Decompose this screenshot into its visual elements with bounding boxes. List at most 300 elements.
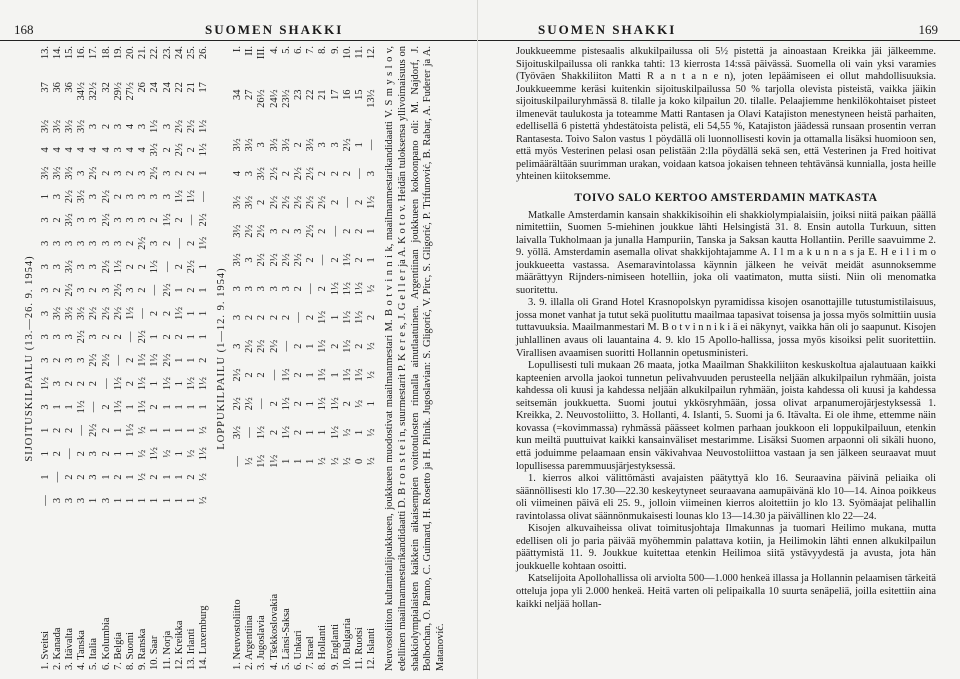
score-cell: 1½ bbox=[161, 213, 173, 227]
table-row bbox=[305, 46, 317, 671]
score-cell: 2 bbox=[341, 401, 353, 407]
score-cell: 2 bbox=[293, 142, 305, 148]
score-cell: 2 bbox=[173, 334, 185, 340]
score-cell: 1 bbox=[198, 170, 210, 176]
score-cell: 3 bbox=[76, 497, 88, 504]
score-cell: 4 bbox=[125, 147, 137, 153]
score-cell: 2 bbox=[293, 286, 305, 292]
right-page-number: 169 bbox=[918, 22, 938, 37]
score-cell: 2½ bbox=[186, 119, 198, 133]
score-cell: 2½ bbox=[137, 330, 149, 344]
score-cell: 1½ bbox=[149, 260, 161, 274]
score-cell: 1½ bbox=[329, 425, 341, 440]
score-cell: 3½ bbox=[232, 195, 244, 209]
score-cell: 1 bbox=[293, 458, 305, 464]
paragraph: 1. kierros alkoi välittömästi avajaisten päätyttyä klo 16. Seuraavina päivinä peliaika oli säännöllisesti klo 17.30—22.30 keskeytyneet seuraavana aamupäivänä klo 10—14. Ainoa poikkeus oli viimeinen päivä eli 25. 9., jolloin viimeinen kierros aloitettiin jo klo 13. Syömäajat pelihallin ravintolassa olivat säännönmukaisesti lounas klo 13—14.30 ja päivällinen klo 22—24. bbox=[516, 473, 936, 522]
final-rank: 22. bbox=[149, 46, 161, 60]
total-points: 27½ bbox=[125, 82, 137, 101]
score-cell: 1 bbox=[161, 427, 173, 433]
score-cell: 2½ bbox=[112, 283, 124, 297]
total-points: 24 bbox=[149, 82, 161, 93]
score-cell: — bbox=[341, 197, 353, 208]
score-cell: 3 bbox=[112, 170, 124, 176]
score-cell: 2 bbox=[51, 451, 63, 457]
score-cell: 3½ bbox=[268, 138, 280, 152]
total-points: 21 bbox=[186, 82, 198, 93]
total-points: 15 bbox=[354, 89, 366, 101]
score-cell: ½ bbox=[198, 496, 210, 505]
score-cell: 3 bbox=[51, 264, 63, 270]
final-rank: 13. bbox=[39, 46, 51, 60]
score-cell: 2 bbox=[137, 287, 149, 293]
score-cell: 2 bbox=[173, 217, 185, 223]
team-name: 5. Italia bbox=[88, 637, 100, 670]
total-points: 22 bbox=[173, 82, 185, 93]
score-cell: 1 bbox=[198, 310, 210, 317]
score-cell: 2 bbox=[329, 171, 341, 177]
score-cell: 3½ bbox=[51, 119, 63, 133]
score-cell: 1½ bbox=[354, 368, 366, 382]
score-cell: 2 bbox=[51, 357, 63, 363]
score-cell: — bbox=[293, 312, 305, 323]
score-cell: 2 bbox=[280, 171, 292, 177]
score-cell: 1½ bbox=[329, 282, 341, 296]
score-cell: 0 bbox=[354, 458, 366, 464]
score-cell: 2 bbox=[173, 264, 185, 270]
score-cell: 2 bbox=[125, 264, 137, 270]
score-cell: 3½ bbox=[232, 138, 244, 152]
table-row bbox=[317, 46, 329, 671]
score-cell: 4 bbox=[100, 147, 112, 153]
final-rank: 7. bbox=[305, 46, 317, 54]
table-row bbox=[101, 46, 113, 671]
score-cell: 2 bbox=[125, 240, 137, 246]
score-cell: 1½ bbox=[137, 377, 149, 391]
score-cell: 3 bbox=[317, 142, 329, 148]
score-cell: — bbox=[244, 427, 256, 438]
score-cell: 3 bbox=[76, 240, 88, 246]
score-cell: 3 bbox=[137, 193, 149, 200]
left-page bbox=[0, 0, 478, 679]
score-cell: 3 bbox=[125, 217, 137, 223]
score-cell: 2 bbox=[317, 228, 329, 234]
score-cell: 1 bbox=[354, 429, 366, 436]
score-cell: 1½ bbox=[125, 306, 137, 320]
score-cell: 1 bbox=[186, 357, 198, 363]
team-name: 8. Suomi bbox=[125, 632, 137, 670]
score-cell: 3 bbox=[39, 240, 51, 246]
score-cell: 3 bbox=[51, 240, 63, 246]
table-row bbox=[198, 46, 210, 671]
score-cell: 2½ bbox=[100, 353, 112, 367]
score-cell: 2½ bbox=[161, 283, 173, 297]
score-cell: 1 bbox=[186, 310, 198, 317]
score-cell: 2½ bbox=[232, 397, 244, 411]
final-rank: 8. bbox=[317, 46, 329, 54]
table1 bbox=[40, 46, 211, 671]
score-cell: 3½ bbox=[51, 166, 63, 180]
table-row bbox=[174, 46, 186, 671]
total-points: 23 bbox=[293, 89, 305, 101]
score-cell: 2 bbox=[244, 314, 256, 321]
table-row bbox=[293, 46, 305, 671]
score-cell: 3½ bbox=[64, 119, 75, 133]
score-cell: 2½ bbox=[268, 167, 280, 181]
score-cell: 4 bbox=[39, 147, 51, 153]
score-cell: 3 bbox=[88, 193, 100, 200]
score-cell: 1 bbox=[305, 458, 317, 464]
score-cell: 2 bbox=[76, 451, 88, 457]
total-points: 29½ bbox=[112, 82, 124, 101]
score-cell: 3 bbox=[88, 334, 100, 340]
team-name: 6. Kolumbia bbox=[100, 617, 112, 670]
table-footnote: Neuvostoliiton kultamitalijoukkueen, joukkueen muodostivat maailmanmestari M. B o t v i n n i k, maailmanmestarikandidaatti V. S m y s l o v, edellinen maailmanmestarikandidaatti D. B r o n s t e i n, suurmestarit P. K e r e s, J. G e l l e r ja A. K o t o v. Heidän tuloksensa yllivoimaisuus on shakkiolympialaisten kaikkein aikaisempien voittotulosten rinnalla ainutlaatuinen. Argentiinan joukkueen kokoonpano oli: M. Najdorf, J. Bolbochan, O. Panno, C. Guimard, H. Rosetto ja H. Pilnik. Jugoslavian: S. Gligorić, V. Pirc, S. Gligorić, P. Trifunović, B. Rabar, A. Fuderer ja A. Matanović. bbox=[384, 46, 446, 671]
score-cell: — bbox=[112, 354, 124, 366]
score-cell: 2 bbox=[64, 427, 75, 433]
score-cell: 2½ bbox=[88, 423, 100, 437]
score-cell: 2 bbox=[329, 257, 341, 263]
score-cell: 4 bbox=[51, 147, 63, 153]
total-points: 17 bbox=[329, 89, 341, 101]
score-cell: 2 bbox=[293, 372, 305, 378]
score-cell: 3 bbox=[112, 147, 124, 153]
score-cell: 2 bbox=[149, 217, 161, 223]
score-cell: 2½ bbox=[305, 224, 317, 238]
score-cell: — bbox=[88, 401, 100, 413]
final-rank: 21. bbox=[137, 46, 149, 60]
table-row bbox=[88, 46, 100, 671]
score-cell: 1 bbox=[305, 429, 317, 436]
score-cell: 1 bbox=[198, 264, 210, 270]
final-rank: 18. bbox=[100, 46, 112, 60]
score-cell: 3½ bbox=[39, 166, 51, 180]
score-cell: 1 bbox=[198, 404, 210, 410]
score-cell: 2½ bbox=[268, 253, 280, 267]
score-cell: 1½ bbox=[317, 368, 329, 382]
rotated-tables bbox=[22, 46, 472, 671]
final-rank: 11. bbox=[354, 46, 366, 59]
score-cell: 3 bbox=[88, 123, 100, 130]
score-cell: ½ bbox=[366, 371, 378, 379]
score-cell: ½ bbox=[198, 473, 210, 481]
total-points: 34½ bbox=[76, 82, 88, 101]
score-cell: 3½ bbox=[64, 213, 75, 227]
score-cell: 2 bbox=[125, 380, 137, 387]
score-cell: 3½ bbox=[64, 306, 75, 320]
score-cell: — bbox=[51, 471, 63, 483]
table-row bbox=[40, 46, 52, 671]
score-cell: 2 bbox=[161, 310, 173, 317]
table-row bbox=[113, 46, 125, 671]
score-cell: 3 bbox=[76, 357, 88, 363]
score-cell: 2 bbox=[173, 170, 185, 176]
total-points: 22 bbox=[305, 89, 317, 101]
score-cell: 2 bbox=[112, 334, 124, 340]
table-row bbox=[342, 46, 354, 671]
score-cell: ½ bbox=[186, 449, 198, 458]
score-cell: 2½ bbox=[256, 339, 268, 353]
score-cell: 2 bbox=[366, 314, 378, 321]
score-cell: 3½ bbox=[51, 306, 63, 320]
score-cell: 2 bbox=[341, 228, 353, 234]
score-cell: 2½ bbox=[341, 138, 353, 152]
score-cell: 1 bbox=[112, 451, 124, 457]
score-cell: 2½ bbox=[280, 195, 292, 209]
score-cell: 1 bbox=[198, 334, 210, 340]
score-cell: 3 bbox=[125, 287, 137, 293]
score-cell: 3 bbox=[244, 257, 256, 263]
score-cell: 2 bbox=[125, 170, 137, 176]
score-cell: 1½ bbox=[198, 377, 210, 391]
total-points: 24 bbox=[161, 82, 173, 93]
team-name: 1. Neuvostoliitto bbox=[232, 599, 244, 670]
intro-paragraph: Joukkueemme pistesaalis alkukilpailussa oli 5½ pistettä ja ainoastaan Kreikka jäi jälkeemme. Sijoituskilpailussa oli rankka tahti: 13 kierrosta 14:ssä päivässä. Suomella oli vain yksi varamies (Työväen Shakkiliiton Matti R a n t a n e n), joten lepäämiseen ei ollut mahdollisuuksia. Joukkueemme keräsi kuitenkin sijoituskilpailussa 50 % tarjolla olevista pisteistä, vaikka jäikin sijoituskilpailuryhmässä 8. tilalle ja koko kilpailun 20. tilalle. Pelaajiemme henkilökohtaiset pisteet ilmenevät taulukosta ja toteamme Matti Rantasen ja Olavi Katajiston menestyneen heistä parhaiten, edellisellä 6 pistettä yhdestätoista pelistä, eli 54,55 %, Katajiston jäädessä runsaan prosentin verran Rantasesta. Toivo Salon vastus 1 pöydällä oli luonnollisesti kovin ja ottamalla lisäksi huomioon sen, että myös Vesterinen pelasi osan pelistään 2:lla pöydällä sekä sen, että Vesterinen ja Fred hoitivat pelimäärältään suurimman urakan, voidaan katsoa jokaisen tehneen tehtävänsä kunnialla, josta heille yhteinen kiitoksemme. bbox=[516, 46, 936, 183]
score-cell: 1 bbox=[149, 334, 161, 340]
score-cell: 2 bbox=[268, 429, 280, 436]
total-points: 37 bbox=[39, 82, 51, 93]
score-cell: 1½ bbox=[137, 353, 149, 367]
score-cell: 2½ bbox=[232, 368, 244, 382]
team-name: 7. Belgia bbox=[112, 632, 124, 670]
score-cell: 1½ bbox=[137, 400, 149, 414]
score-cell: ½ bbox=[366, 457, 378, 466]
score-cell: 1 bbox=[329, 314, 341, 321]
score-cell: 3 bbox=[149, 240, 161, 246]
table2 bbox=[232, 46, 378, 671]
score-cell: 3 bbox=[39, 334, 51, 340]
score-cell: ½ bbox=[244, 457, 256, 466]
team-name: 13. Irlanti bbox=[186, 628, 198, 670]
final-rank: 20. bbox=[125, 46, 137, 60]
score-cell: 2 bbox=[244, 372, 256, 378]
team-name: 7. Israel bbox=[305, 636, 317, 670]
table-row bbox=[76, 46, 88, 671]
score-cell: 3 bbox=[100, 287, 112, 293]
score-cell: 1½ bbox=[149, 447, 161, 461]
score-cell: 1½ bbox=[198, 119, 210, 133]
score-cell: 3 bbox=[112, 240, 124, 246]
score-cell: 2 bbox=[341, 171, 353, 177]
team-name: 10. Bulgaria bbox=[341, 618, 353, 670]
total-points: 32 bbox=[100, 82, 112, 93]
score-cell: — bbox=[280, 341, 292, 352]
score-cell: 2 bbox=[268, 401, 280, 407]
score-cell: 2 bbox=[51, 217, 63, 223]
score-cell: 3 bbox=[88, 474, 100, 480]
score-cell: 3 bbox=[64, 240, 75, 246]
score-cell: 1½ bbox=[317, 310, 329, 325]
score-cell: 1½ bbox=[149, 119, 161, 133]
score-cell: 1 bbox=[366, 401, 378, 407]
left-header bbox=[0, 22, 477, 41]
score-cell: 2 bbox=[100, 427, 112, 433]
score-cell: 1 bbox=[173, 451, 185, 457]
score-cell: 3 bbox=[76, 217, 88, 223]
score-cell: 3 bbox=[39, 310, 51, 317]
score-cell: 1 bbox=[366, 228, 378, 234]
score-cell: 2½ bbox=[137, 236, 149, 250]
section-title: TOIVO SALO KERTOO AMSTERDAMIN MATKASTA bbox=[574, 192, 878, 205]
score-cell: 2 bbox=[354, 228, 366, 234]
score-cell: — bbox=[149, 284, 161, 296]
score-cell: — bbox=[198, 191, 210, 202]
score-cell: 3 bbox=[137, 170, 149, 176]
score-cell: 3 bbox=[161, 170, 173, 176]
score-cell: 1½ bbox=[268, 454, 280, 468]
score-cell: 3 bbox=[137, 217, 149, 223]
score-cell: ½ bbox=[341, 428, 353, 437]
score-cell: 2 bbox=[329, 199, 341, 206]
paragraph: 3. 9. illalla oli Grand Hotel Krasnopolskyn pyramidissa kisojen osanottajille tutustumistilaisuus, jossa monet vanhat ja tutut sekä puolituttu maailmaa tapasivat toisensa ja jossa myös solmittiin uusia tuttavuuksia. Maailmanmestari M. B o t v i n n i k i ä ei näkynyt, vaikka hän oli jo saapunut. Kisojen juhlallinen avaus oli lauantaina 4. 9. klo 15 Apollo-hallissa, jossa myös kisoiksi pelit suoritettiin. Virallisen avaamisen suoritti Hollannin opetusministeri. bbox=[516, 297, 936, 359]
score-cell: — bbox=[366, 139, 378, 151]
right-running-head: SUOMEN SHAKKI bbox=[538, 22, 677, 37]
score-cell: 1½ bbox=[125, 423, 137, 437]
score-cell: — bbox=[268, 369, 280, 381]
score-cell: 2 bbox=[317, 171, 329, 177]
score-cell: 2 bbox=[51, 427, 63, 433]
score-cell: 1 bbox=[173, 380, 185, 387]
final-rank: 9. bbox=[329, 46, 341, 54]
score-cell: 4 bbox=[232, 171, 244, 177]
score-cell: ½ bbox=[366, 284, 378, 293]
score-cell: 1 bbox=[305, 401, 317, 407]
score-cell: — bbox=[354, 168, 366, 179]
score-cell: 3 bbox=[232, 286, 244, 292]
final-rank: 17. bbox=[88, 46, 100, 60]
score-cell: 2 bbox=[76, 380, 88, 387]
score-cell: 2½ bbox=[161, 353, 173, 367]
table-row bbox=[256, 46, 268, 671]
score-cell: 2½ bbox=[256, 253, 268, 267]
score-cell: 3½ bbox=[232, 253, 244, 267]
final-rank: 23. bbox=[161, 46, 173, 60]
score-cell: 3½ bbox=[244, 195, 256, 209]
final-rank: 4. bbox=[268, 46, 280, 54]
table-row bbox=[354, 46, 366, 671]
score-cell: 2 bbox=[354, 199, 366, 206]
score-cell: 3 bbox=[64, 497, 75, 504]
score-cell: 2 bbox=[186, 147, 198, 153]
score-cell: 1½ bbox=[186, 190, 198, 204]
score-cell: 4 bbox=[76, 147, 88, 153]
score-cell: 2 bbox=[88, 380, 100, 387]
score-cell: 2 bbox=[161, 147, 173, 153]
score-cell: 1½ bbox=[341, 253, 353, 267]
score-cell: 2 bbox=[293, 401, 305, 407]
score-cell: 3½ bbox=[232, 224, 244, 238]
score-cell: 1½ bbox=[256, 454, 268, 468]
final-rank: 10. bbox=[341, 46, 353, 60]
score-cell: 2½ bbox=[173, 119, 185, 133]
score-cell: 1 bbox=[186, 427, 198, 433]
team-name: 5. Länsi-Saksa bbox=[280, 608, 292, 670]
score-cell: 1½ bbox=[341, 368, 353, 382]
table-row bbox=[244, 46, 256, 671]
score-cell: 2 bbox=[256, 372, 268, 378]
score-cell: 3 bbox=[64, 334, 75, 340]
score-cell: 3½ bbox=[76, 119, 88, 133]
table-row bbox=[366, 46, 378, 671]
article-paragraphs bbox=[516, 210, 936, 612]
score-cell: — bbox=[173, 238, 185, 249]
total-points: 21 bbox=[317, 89, 329, 101]
right-page bbox=[478, 0, 960, 679]
score-cell: 3 bbox=[39, 287, 51, 293]
score-cell: 2½ bbox=[293, 167, 305, 181]
score-cell: 1½ bbox=[173, 306, 185, 320]
score-cell: 3 bbox=[293, 228, 305, 234]
score-cell: — bbox=[329, 225, 341, 237]
score-cell: 1½ bbox=[341, 339, 353, 353]
score-cell: 2 bbox=[280, 228, 292, 234]
left-running-head: SUOMEN SHAKKI bbox=[205, 22, 344, 37]
score-cell: 3 bbox=[88, 240, 100, 246]
score-cell: — bbox=[305, 283, 317, 294]
score-cell: 3½ bbox=[305, 138, 317, 152]
score-cell: 3 bbox=[161, 193, 173, 200]
score-cell: 3½ bbox=[76, 190, 88, 204]
score-cell: 2 bbox=[149, 310, 161, 317]
score-cell: 1 bbox=[39, 193, 51, 200]
score-cell: 1½ bbox=[112, 377, 124, 391]
score-cell: 2 bbox=[100, 451, 112, 457]
table-row bbox=[64, 46, 76, 671]
score-cell: 2 bbox=[100, 170, 112, 176]
score-cell: 1 bbox=[161, 474, 173, 480]
score-cell: 3 bbox=[51, 193, 63, 200]
score-cell: 1 bbox=[173, 497, 185, 504]
score-cell: 1 bbox=[149, 380, 161, 387]
score-cell: 1 bbox=[173, 427, 185, 433]
score-cell: 3 bbox=[329, 142, 341, 148]
score-cell: 3 bbox=[64, 357, 75, 363]
team-name: 3. Jugoslavia bbox=[256, 615, 268, 670]
score-cell: 1 bbox=[186, 497, 198, 504]
score-cell: 3 bbox=[100, 240, 112, 246]
score-cell: 1 bbox=[198, 287, 210, 293]
team-name: 12. Islanti bbox=[366, 628, 378, 670]
total-points: 13½ bbox=[366, 89, 378, 108]
score-cell: — bbox=[317, 254, 329, 266]
score-cell: 2 bbox=[64, 380, 75, 387]
score-cell: 2 bbox=[293, 429, 305, 436]
score-cell: 3½ bbox=[232, 425, 244, 440]
score-cell: 2 bbox=[76, 474, 88, 480]
score-cell: 4 bbox=[137, 147, 149, 153]
score-cell: 2 bbox=[149, 404, 161, 410]
final-rank: 15. bbox=[64, 46, 75, 60]
left-page-number: 168 bbox=[14, 22, 34, 37]
table-row bbox=[137, 46, 149, 671]
score-cell: 1½ bbox=[149, 353, 161, 367]
score-cell: 3 bbox=[76, 264, 88, 270]
score-cell: 2 bbox=[186, 170, 198, 176]
score-cell: 3½ bbox=[280, 138, 292, 152]
score-cell: 2 bbox=[293, 343, 305, 349]
score-cell: — bbox=[137, 308, 149, 319]
score-cell: 1 bbox=[100, 474, 112, 480]
score-cell: 2½ bbox=[100, 213, 112, 227]
paragraph: Kisojen alkuvaiheissa olivat toimitusjohtaja Ilmakunnas ja tuomari Heilimo mukana, mutta edellisen oli jo paria päivää myöhemmin palattava kotiin, ja Heilimokin lähti ennen alkukilpailun päättymistä 11. 9. Joukkue kuitettaa etenkin Heilimoa siitä ystävyydestä ja avusta, jota hän joukkuelle kohtaan osoitti. bbox=[516, 523, 936, 572]
score-cell: 3 bbox=[76, 170, 88, 176]
score-cell: 2½ bbox=[100, 306, 112, 320]
table-row bbox=[186, 46, 198, 671]
table-row bbox=[330, 46, 342, 671]
score-cell: ½ bbox=[354, 399, 366, 408]
score-cell: 1 bbox=[305, 343, 317, 349]
score-cell: 3 bbox=[149, 193, 161, 200]
table-row bbox=[269, 46, 281, 671]
